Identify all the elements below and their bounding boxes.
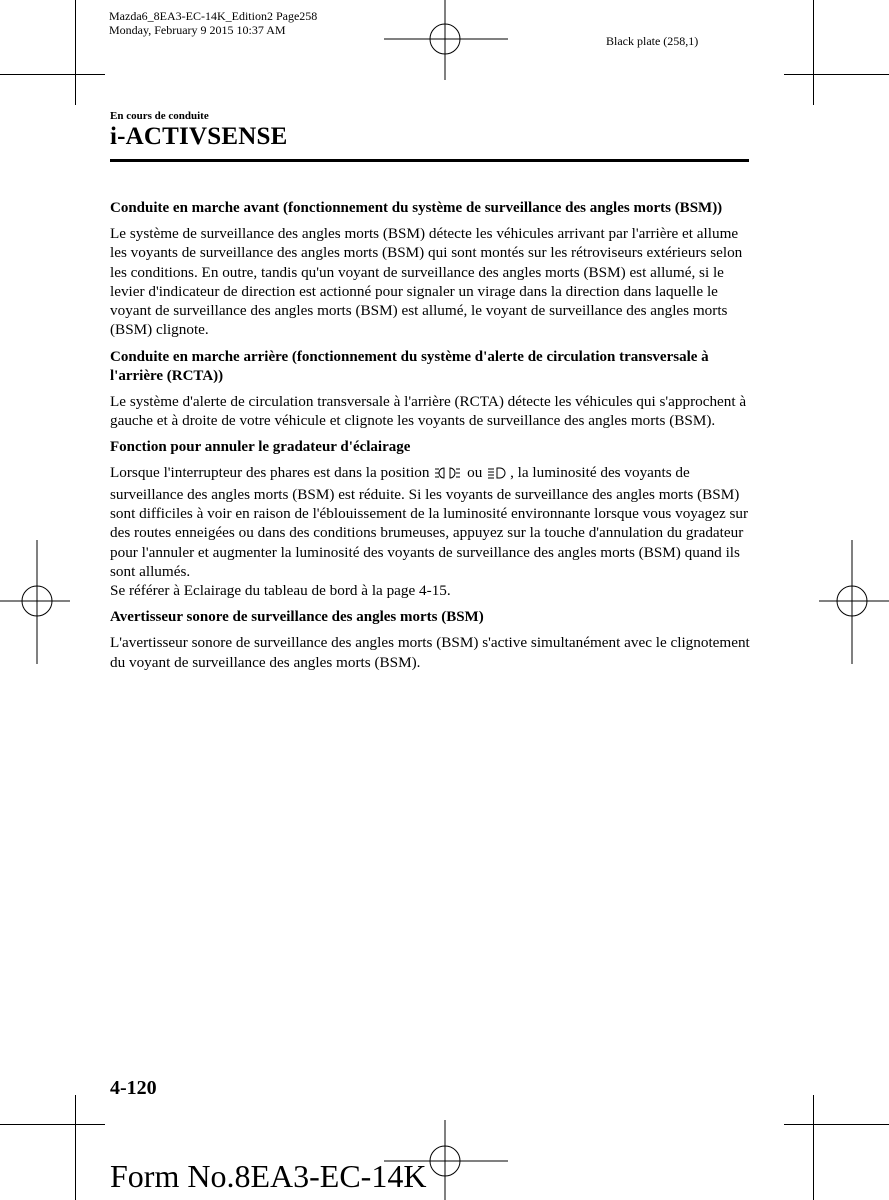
page-number: 4-120 bbox=[110, 1077, 157, 1099]
form-number: Form No.8EA3-EC-14K bbox=[110, 1158, 427, 1194]
headlights-icon bbox=[488, 465, 508, 484]
crop-mark bbox=[813, 0, 814, 105]
print-file-line: Mazda6_8EA3-EC-14K_Edition2 Page258 bbox=[109, 9, 318, 23]
section-body: L'avertisseur sonore de surveillance des angles morts (BSM) s'active simultanément avec le clignotement du voyant de surveillance des angles morts (BSM). bbox=[110, 634, 750, 671]
crop-mark bbox=[0, 74, 105, 75]
section-bsm-warning-beep bbox=[110, 608, 750, 672]
page-content bbox=[110, 199, 750, 680]
body-text: , la luminosité des voyants de surveillance des angles morts (BSM) est réduite. Si les voyants de surveillance des angles morts (BSM) sont difficiles à voir en raison de l'éblouissement de la luminosité environnante lorsque vous voyagez sur des routes enneigées ou dans des conditions brumeuses, appuyez sur la touche d'annulation du gradateur pour l'annuler et augmenter la luminosité des voyants de surveillance des angles morts (BSM) quand ils sont allumés. bbox=[110, 464, 749, 580]
page-reference: Se référer à Eclairage du tableau de bord à la page 4-15. bbox=[110, 582, 451, 600]
section-label: En cours de conduite bbox=[110, 110, 209, 122]
body-text: ou bbox=[467, 464, 483, 482]
section-heading: Avertisseur sonore de surveillance des angles morts (BSM) bbox=[110, 609, 484, 626]
crop-mark bbox=[813, 1095, 814, 1200]
section-body: Le système d'alerte de circulation transversale à l'arrière (RCTA) détecte les véhicules qui s'approchent à gauche et à droite de votre véhicule et clignote les voyants de surveillance des angles morts (BSM). bbox=[110, 392, 747, 430]
crop-mark bbox=[75, 1095, 76, 1200]
section-heading: Conduite en marche arrière (fonctionnement du système d'alerte de circulation transversale à l'arrière (RCTA)) bbox=[110, 348, 709, 384]
section-body bbox=[110, 463, 750, 600]
black-plate-label: Black plate (258,1) bbox=[606, 34, 699, 48]
registration-mark-left bbox=[0, 540, 70, 664]
title-rule bbox=[110, 159, 749, 162]
print-date-line: Monday, February 9 2015 10:37 AM bbox=[109, 23, 286, 37]
section-forward-driving bbox=[110, 199, 750, 340]
page-title: i-ACTIVSENSE bbox=[110, 123, 288, 150]
crop-mark bbox=[0, 1124, 105, 1125]
parking-lights-icon bbox=[435, 465, 461, 484]
section-heading: Conduite en marche avant (fonctionnement du système de surveillance des angles morts (BSM)) bbox=[110, 200, 723, 216]
crop-mark bbox=[784, 74, 889, 75]
section-heading: Fonction pour annuler le gradateur d'éclairage bbox=[110, 439, 411, 456]
body-text: Lorsque l'interrupteur des phares est dans la position bbox=[110, 464, 430, 482]
crop-mark bbox=[75, 0, 76, 105]
registration-mark-top bbox=[384, 0, 508, 80]
section-dimmer-cancel bbox=[110, 438, 750, 600]
section-reverse-driving bbox=[110, 348, 750, 431]
section-body: Le système de surveillance des angles morts (BSM) détecte les véhicules arrivant par l'arrière et allume les voyants de surveillance des angles morts (BSM) qui sont montés sur les rétroviseurs extérieurs selon les conditions. En outre, tandis qu'un voyant de surveillance des angles morts (BSM) est allumé, si le levier d'indicateur de direction est actionné pour signaler un virage dans la direction dans laquelle le voyant de surveillance des angles morts (BSM) est allumé, le voyant de surveillance des angles morts (BSM) clignote. bbox=[110, 225, 743, 339]
registration-mark-right bbox=[819, 540, 889, 664]
crop-mark bbox=[784, 1124, 889, 1125]
